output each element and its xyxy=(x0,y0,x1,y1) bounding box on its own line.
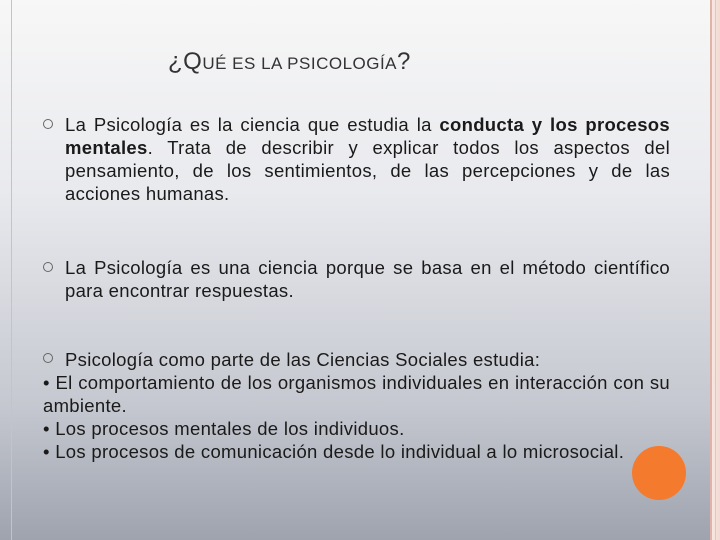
title-first-letter: Q xyxy=(183,48,203,75)
title-question-open: ¿ xyxy=(168,48,184,75)
slide-title xyxy=(168,48,411,76)
title-question-close: ? xyxy=(397,48,411,75)
bullet-circle-icon xyxy=(43,262,53,272)
bullet-3-item-1: • El comportamiento de los organismos individuales en interacción con su ambiente. xyxy=(43,372,670,416)
bullet-3-item-2: • Los procesos mentales de los individuos. xyxy=(43,418,405,439)
bullet-1-paragraph xyxy=(65,113,670,205)
orange-decorative-circle xyxy=(632,446,686,500)
bullet-3-lead xyxy=(43,348,670,371)
bullet-circle-icon xyxy=(43,353,53,363)
bullet-3-lead-text: Psicología como parte de las Ciencias Sociales estudia: xyxy=(65,349,541,370)
bullet-1-marker-wrap xyxy=(43,119,53,129)
bullet-1-text-a: La Psicología es la ciencia que estudia la xyxy=(65,114,440,135)
left-border-line xyxy=(11,0,12,540)
bullet-2-marker-wrap xyxy=(43,262,53,272)
bullet-2-paragraph: La Psicología es una ciencia porque se basa en el método científico para encontrar respuestas. xyxy=(65,257,670,301)
bullet-3-block xyxy=(43,348,670,463)
bullet-1-text-b: . Trata de describir y explicar todos los aspectos del pensamiento, de los sentimientos, de las percepciones y de las acciones humanas. xyxy=(65,137,670,204)
right-decorative-band xyxy=(710,0,720,540)
bullet-3-item-3: • Los procesos de comunicación desde lo individual a lo microsocial. xyxy=(43,441,625,462)
title-rest: UÉ ES LA PSICOLOGÍA xyxy=(202,54,398,73)
bullet-1-bold-text: conducta y los procesos mentales xyxy=(65,114,670,158)
bullet-circle-icon xyxy=(43,119,53,129)
